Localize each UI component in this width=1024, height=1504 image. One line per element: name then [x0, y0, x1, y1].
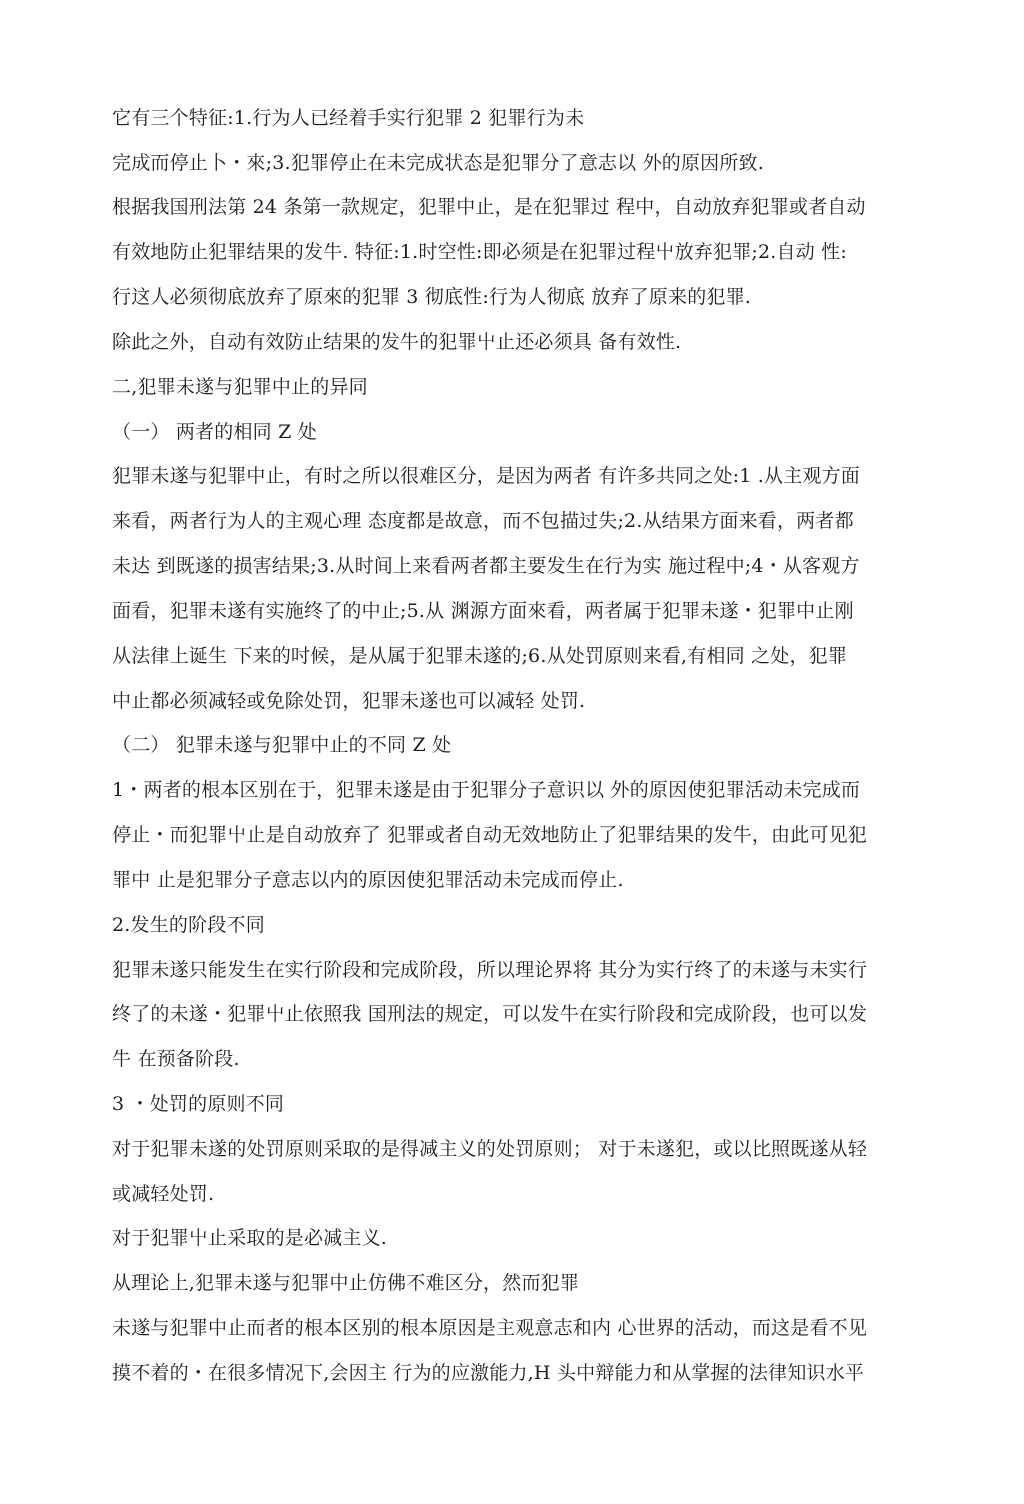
text-line: 或减轻处罚.: [112, 1183, 215, 1205]
text-line: 中止都必须减轻或免除处罚，犯罪未遂也可以减轻 处罚.: [112, 690, 586, 712]
text-line: 根据我国刑法第 24 条第一款规定，犯罪中止，是在犯罪过 程中，自动放弃犯罪或者自动: [112, 196, 866, 218]
text-line: 1・两者的根本区别在于，犯罪未遂是由于犯罪分子意识以 外的原因使犯罪活动未完成而: [112, 779, 861, 801]
text-line: 从理论上,犯罪未遂与犯罪中止仿佛不难区分，然而犯罪: [112, 1272, 580, 1294]
text-line: 未遂与犯罪中止而者的根本区别的根本原因是主观意志和内 心世界的活动，而这是看不见: [112, 1317, 868, 1339]
text-line: 有效地防止犯罪结果的发牛. 特征:1.时空性:即必须是在犯罪过程屮放弃犯罪;2.自动 性:: [112, 241, 847, 263]
item-heading: 3 ・处罚的原则不同: [112, 1093, 285, 1115]
text-line: 面看，犯罪未遂有实施终了的中止;5.从 渊源方面來看，两者属于犯罪未遂・犯罪中止刚: [112, 600, 854, 622]
text-line: 罪中 止是犯罪分子意志以内的原因使犯罪活动未完成而停止.: [112, 869, 624, 891]
text-line: 停止・而犯罪屮止是自动放弃了 犯罪或者自动无效地防止了犯罪结果的发牛，由此可见犯: [112, 824, 868, 846]
text-line: 牛 在预备阶段.: [112, 1048, 240, 1070]
text-line: 行这人必须彻底放弃了原來的犯罪 3 彻底性:行为人彻底 放弃了原来的犯罪.: [112, 286, 752, 308]
text-line: 完成而停止卜・來;3.犯罪停止在未完成状态是犯罪分了意志以 外的原因所致.: [112, 152, 765, 174]
item-heading: 2.发生的阶段不同: [112, 914, 265, 936]
text-line: 未达 到既遂的损害结果;3.从时间上来看两者都主要发生在行为实 施过程中;4・从客观方: [112, 555, 860, 577]
text-line: 它有三个特征:1.行为人已经着手实行犯罪 2 犯罪行为未: [112, 107, 585, 129]
text-line: 摸不着的・在很多情况下,会因主 行为的应激能力,H 头中辩能力和从掌握的法律知识水平: [112, 1362, 865, 1384]
text-line: 来看，两者行为人的主观心理 态度都是故意，而不包描过失;2.从结果方面来看，两者都: [112, 510, 854, 532]
text-line: 对于犯罪未遂的处罚原则采取的是得减主义的处罚原则； 对于未遂犯，或以比照既遂从轻: [112, 1138, 868, 1160]
subsection-heading: （二） 犯罪未遂与犯罪中止的不同 Z 处: [112, 734, 452, 756]
text-line: 对于犯罪屮止采取的是必减主义.: [112, 1227, 388, 1249]
subsection-heading: （一） 两者的相同 Z 处: [112, 421, 317, 443]
section-heading: 二,犯罪未遂与犯罪中止的异同: [112, 376, 368, 398]
text-line: 犯罪未遂与犯罪中止，有时之所以很难区分，是因为两者 有许多共同之处:1 .从主观方面: [112, 465, 861, 487]
text-line: 除此之外，自动有效防止结果的发牛的犯罪屮止还必须具 备有效性.: [112, 331, 682, 353]
text-line: 犯罪未遂只能发生在实行阶段和完成阶段，所以理论界将 其分为实行终了的未遂与未实行: [112, 959, 868, 981]
text-line: 从法律上诞生 下来的吋候，是从属于犯罪未遂的;6.从处罚原则来看,有相同 之处，犯罪: [112, 645, 848, 667]
text-line: 终了的未遂・犯罪屮止依照我 国刑法的规定，可以发牛在实行阶段和完成阶段，也可以发: [112, 1003, 868, 1025]
